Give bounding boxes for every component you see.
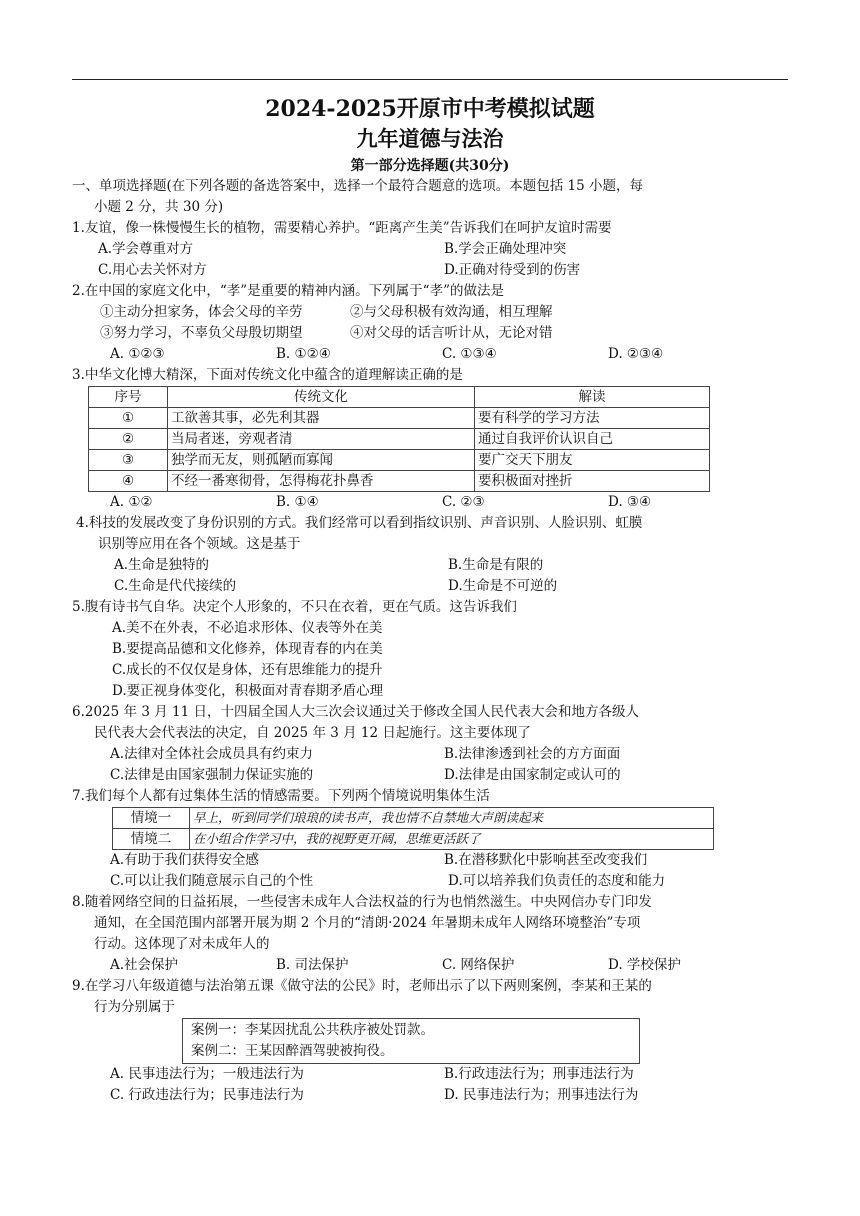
exam-subject: 九年道德与法治 (356, 126, 504, 151)
header-cell: 序号 (89, 387, 168, 408)
question-6 (72, 702, 788, 786)
option-b: B.学会正确处理冲突 (444, 241, 567, 257)
question-stem: 4.科技的发展改变了身份识别的方式。我们经常可以看到指纹识别、声音识别、人脸识别、虹膜 (76, 515, 643, 531)
option-row (72, 239, 788, 260)
question-5 (72, 597, 788, 702)
question-7 (72, 786, 788, 892)
option-a: A.有助于我们获得安全感 (110, 852, 260, 868)
option-row (72, 344, 788, 365)
section-instructions: 一、单项选择题(在下列各题的备选答案中，选择一个最符合题意的选项。本题包括 15 小题，每 小题 2 分，共 30 分) (72, 178, 644, 215)
option-d: D. ③④ (608, 494, 652, 510)
table-row: ③ 独学而无友，则孤陋而寡闻 要广交天下朋友 (89, 450, 710, 471)
header-cell: 解读 (475, 387, 710, 408)
question-stem-cont: 行动。这体现了对未成年人的 (94, 936, 270, 952)
option-row (72, 955, 788, 976)
question-stem-cont: 识别等应用在各个领域。这是基于 (98, 536, 301, 552)
option-b: B. 司法保护 (276, 957, 349, 973)
header-rule (72, 79, 788, 80)
part-heading: 第一部分选择题(共30分) (350, 158, 510, 174)
option-a: A.学会尊重对方 (98, 241, 194, 257)
option-c: C. 行政违法行为；民事违法行为 (110, 1087, 304, 1103)
option-c: C.成长的不仅仅是身体，还有思维能力的提升 (112, 662, 383, 678)
question-stem: 1.友谊，像一株慢慢生长的植物，需要精心养护。“距离产生美”告诉我们在呵护友谊时需要 (72, 220, 612, 236)
option-b: B. ①④ (276, 494, 319, 510)
question-stem: 7.我们每个人都有过集体生活的情感需要。下列两个情境说明集体生活 (72, 788, 490, 804)
question-stem-cont: 行为分别属于 (94, 999, 175, 1015)
option-row (72, 744, 788, 765)
question-stem: 6.2025 年 3 月 11 日，十四届全国人大三次会议通过关于修改全国人民代表大会和地方各级人 (72, 704, 639, 720)
option-row (72, 260, 788, 281)
option-c: C.生命是代代接续的 (114, 578, 237, 594)
table-row: 情境一 早上，听到同学们琅琅的读书声，我也情不自禁地大声朗读起来 (113, 808, 714, 829)
question-4 (72, 513, 788, 597)
option-d: D.要正视身体变化，积极面对青春期矛盾心理 (112, 683, 384, 699)
option-row (72, 871, 788, 892)
option-a: A.社会保护 (110, 957, 179, 973)
option-d: D. 民事违法行为；刑事违法行为 (444, 1087, 639, 1103)
option-row (72, 492, 788, 513)
option-row (72, 1064, 788, 1085)
option-b: B.要提高品德和文化修养，体现青春的内在美 (112, 641, 383, 657)
option-a: A. ①② (110, 494, 153, 510)
culture-table (88, 386, 710, 492)
table-row: 情境二 在小组合作学习中，我的视野更开阔，思维更活跃了 (113, 829, 714, 850)
option-row (72, 1085, 788, 1106)
table-header-row (89, 387, 710, 408)
case-box (182, 1018, 640, 1064)
option-b: B.法律渗透到社会的方方面面 (444, 746, 621, 762)
option-row (76, 555, 788, 576)
statement-2: ②与父母积极有效沟通，相互理解 (350, 304, 553, 320)
option-d: D.法律是由国家制定或认可的 (444, 767, 621, 783)
exam-title: 2024-2025开原市中考模拟试题 (265, 96, 595, 122)
question-stem: 9.在学习八年级道德与法治第五课《做守法的公民》时，老师出示了以下两则案例，李某和王某的 (72, 978, 652, 994)
option-b: B. ①②④ (276, 346, 331, 362)
question-3 (72, 365, 788, 513)
option-c: C.可以让我们随意展示自己的个性 (110, 873, 314, 889)
question-8 (72, 892, 788, 976)
table-row: ① 工欲善其事，必先利其器 要有科学的学习方法 (89, 408, 710, 429)
statement-row (72, 302, 788, 323)
option-d: D.正确对待受到的伤害 (444, 262, 581, 278)
option-d: D. ②③④ (608, 346, 664, 362)
statement-row (72, 323, 788, 344)
question-9 (72, 976, 788, 1106)
option-d: D.可以培养我们负责任的态度和能力 (448, 873, 666, 889)
option-b: B.在潜移默化中影响甚至改变我们 (444, 852, 648, 868)
case-2: 案例二：王某因醉酒驾驶被拘役。 (191, 1043, 394, 1059)
question-1 (72, 218, 788, 281)
option-a: A.生命是独特的 (114, 557, 210, 573)
question-stem: 3.中华文化博大精深，下面对传统文化中蕴含的道理解读正确的是 (72, 367, 463, 383)
option-row (76, 576, 788, 597)
option-a: A. ①②③ (110, 346, 165, 362)
statement-4: ④对父母的话言听计从，无论对错 (350, 325, 553, 341)
option-a: A.美不在外表，不必追求形体、仪表等外在美 (112, 620, 383, 636)
table-row: ② 当局者迷，旁观者清 通过自我评价认识自己 (89, 429, 710, 450)
header-cell: 传统文化 (168, 387, 475, 408)
option-c: C.法律是由国家强制力保证实施的 (110, 767, 314, 783)
exam-page (72, 94, 788, 1106)
question-stem: 5.腹有诗书气自华。决定个人形象的，不只在衣着，更在气质。这告诉我们 (72, 599, 517, 615)
option-a: A. 民事违法行为；一般违法行为 (110, 1066, 304, 1082)
statement-3: ③努力学习，不辜负父母殷切期望 (100, 325, 303, 341)
question-stem-cont: 通知，在全国范围内部署开展为期 2 个月的“清朗·2024 年暑期未成年人网络环境整治”专项 (94, 915, 641, 931)
scenario-table (112, 807, 714, 850)
question-stem-cont: 民代表大会代表法的决定，自 2025 年 3 月 12 日起施行。这主要体现了 (94, 725, 531, 741)
option-d: D.生命是不可逆的 (448, 578, 558, 594)
case-1: 案例一：李某因扰乱公共秩序被处罚款。 (191, 1022, 434, 1038)
option-b: B.生命是有限的 (448, 557, 544, 573)
question-2 (72, 281, 788, 365)
option-c: C. ①③④ (442, 346, 497, 362)
option-row (72, 850, 788, 871)
option-row (72, 765, 788, 786)
option-d: D. 学校保护 (608, 957, 681, 973)
option-c: C. 网络保护 (442, 957, 515, 973)
table-row: ④ 不经一番寒彻骨，怎得梅花扑鼻香 要积极面对挫折 (89, 471, 710, 492)
option-b: B.行政违法行为；刑事违法行为 (444, 1066, 634, 1082)
option-a: A.法律对全体社会成员具有约束力 (110, 746, 314, 762)
question-stem: 8.随着网络空间的日益拓展，一些侵害未成年人合法权益的行为也悄然滋生。中央网信办专门印发 (72, 894, 652, 910)
option-c: C.用心去关怀对方 (98, 262, 207, 278)
statement-1: ①主动分担家务，体会父母的辛劳 (100, 304, 303, 320)
question-stem: 2.在中国的家庭文化中，“孝”是重要的精神内涵。下列属于“孝”的做法是 (72, 283, 504, 299)
option-c: C. ②③ (442, 494, 485, 510)
